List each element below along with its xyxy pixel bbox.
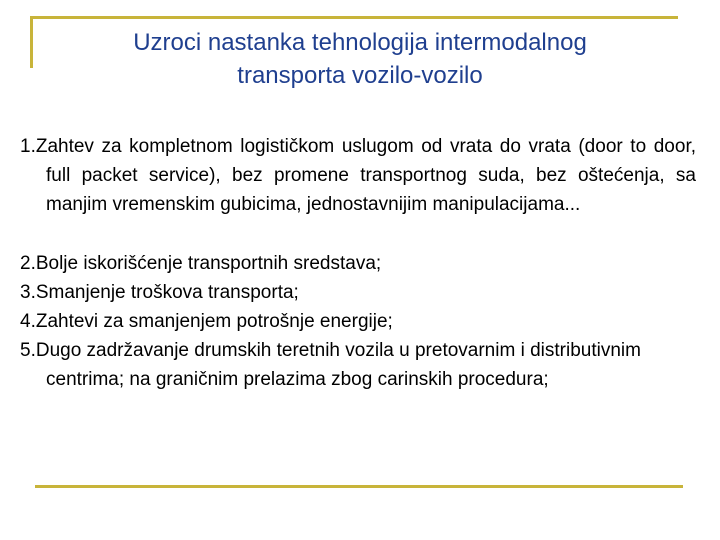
list-item-1: 1.Zahtev za kompletnom logističkom uslugom od vrata do vrata (door to door, full packet service), bez promene transportnog suda, bez oštećenja, sa manjim vremenskim gubicima, jednostavnijim manipulacijama... — [20, 136, 696, 215]
list-item-2: 2.Bolje iskorišćenje transportnih sredstava; — [20, 253, 382, 274]
top-rule — [30, 16, 678, 19]
slide-title-line-2: transporta vozilo-vozilo — [237, 62, 483, 89]
slide-title — [40, 26, 680, 92]
list-item-4: 4.Zahtevi za smanjenjem potrošnje energije; — [20, 311, 393, 332]
list-item-5: 5.Dugo zadržavanje drumskih teretnih vozila u pretovarnim i distributivnim centrima; na graničnim prelazima zbog carinskih procedura; — [20, 340, 641, 390]
slide-title-line-1: Uzroci nastanka tehnologija intermodalnog — [133, 29, 587, 56]
bottom-rule — [35, 485, 683, 488]
left-rule — [30, 16, 33, 68]
slide-body — [20, 132, 696, 394]
list-item-3: 3.Smanjenje troškova transporta; — [20, 282, 299, 303]
